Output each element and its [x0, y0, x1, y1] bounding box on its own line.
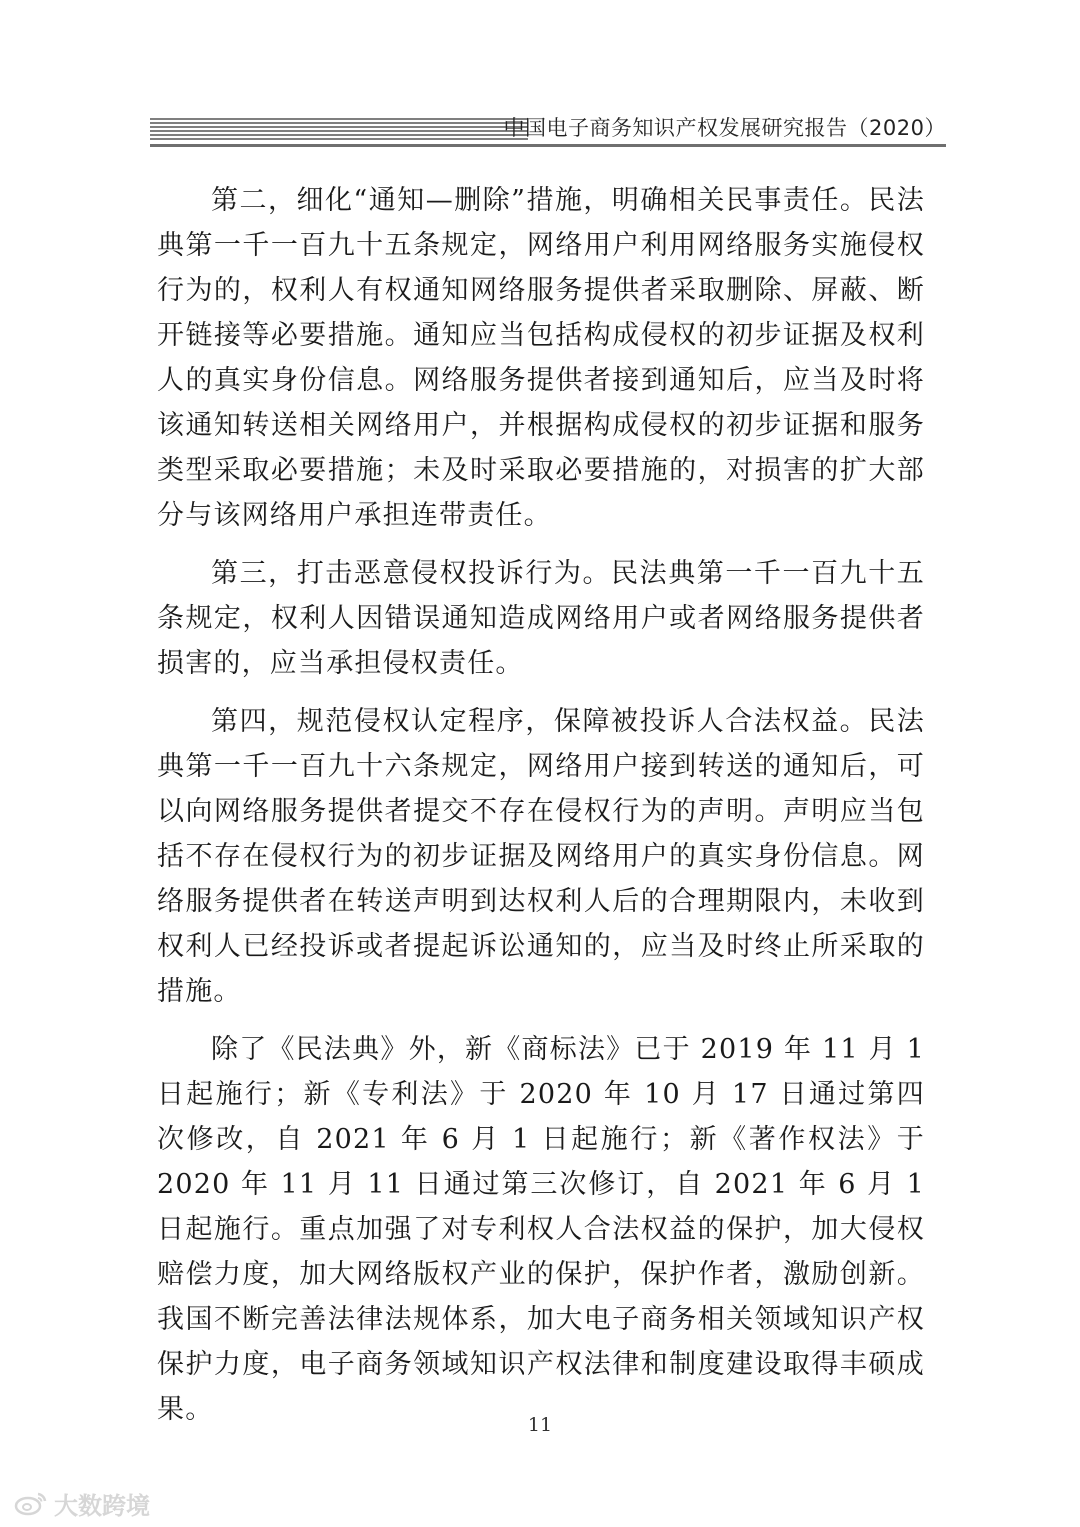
- paragraph-notice-takedown: 第二，细化“通知—删除”措施，明确相关民事责任。民法典第一千一百九十五条规定，网络用户利用网络服务实施侵权行为的，权利人有权通知网络服务提供者采取删除、屏蔽、断开链接等必要措施。通知应当包括构成侵权的初步证据及权利人的真实身份信息。网络服务提供者接到通知后，应当及时将该通知转送相关网络用户，并根据构成侵权的初步证据和服务类型采取必要措施；未及时采取必要措施的，对损害的扩大部分与该网络用户承担连带责任。: [157, 185, 925, 531]
- header-decorative-rule: [150, 118, 528, 140]
- watermark-text: 大数跨境: [54, 1491, 150, 1520]
- paragraph-other-laws: 除了《民法典》外，新《商标法》已于 2019 年 11 月 1 日起施行；新《专利法》于 2020 年 10 月 17 日通过第四次修改，自 2021 年 6 月 1 日起施行；新《著作权法》于 2020 年 11 月 11 日通过第三次修订，自 2021 年 6 月 1 日起施行。重点加强了对专利权人合法权益的保护，加大侵权赔偿力度，加大网络版权产业的保护，保护作者，激励创新。我国不断完善法律法规体系，加大电子商务相关领域知识产权保护力度，电子商务领域知识产权法律和制度建设取得丰硕成果。: [157, 1034, 925, 1425]
- paragraph-malicious-complaints: 第三，打击恶意侵权投诉行为。民法典第一千一百九十五条规定，权利人因错误通知造成网络用户或者网络服务提供者损害的，应当承担侵权责任。: [157, 558, 925, 679]
- running-header: [150, 118, 946, 148]
- body-text: [157, 178, 925, 1445]
- header-underline: [150, 144, 946, 147]
- weibo-logo-icon: [14, 1490, 48, 1516]
- paragraph-infringement-procedure: 第四，规范侵权认定程序，保障被投诉人合法权益。民法典第一千一百九十六条规定，网络用户接到转送的通知后，可以向网络服务提供者提交不存在侵权行为的声明。声明应当包括不存在侵权行为的初步证据及网络用户的真实身份信息。网络服务提供者在转送声明到达权利人后的合理期限内，未收到权利人已经投诉或者提起诉讼通知的，应当及时终止所采取的措施。: [157, 706, 925, 1007]
- header-title: 中国电子商务知识产权发展研究报告（2020）: [503, 116, 946, 140]
- page-number: 11: [527, 1414, 553, 1436]
- watermark: [14, 1488, 150, 1518]
